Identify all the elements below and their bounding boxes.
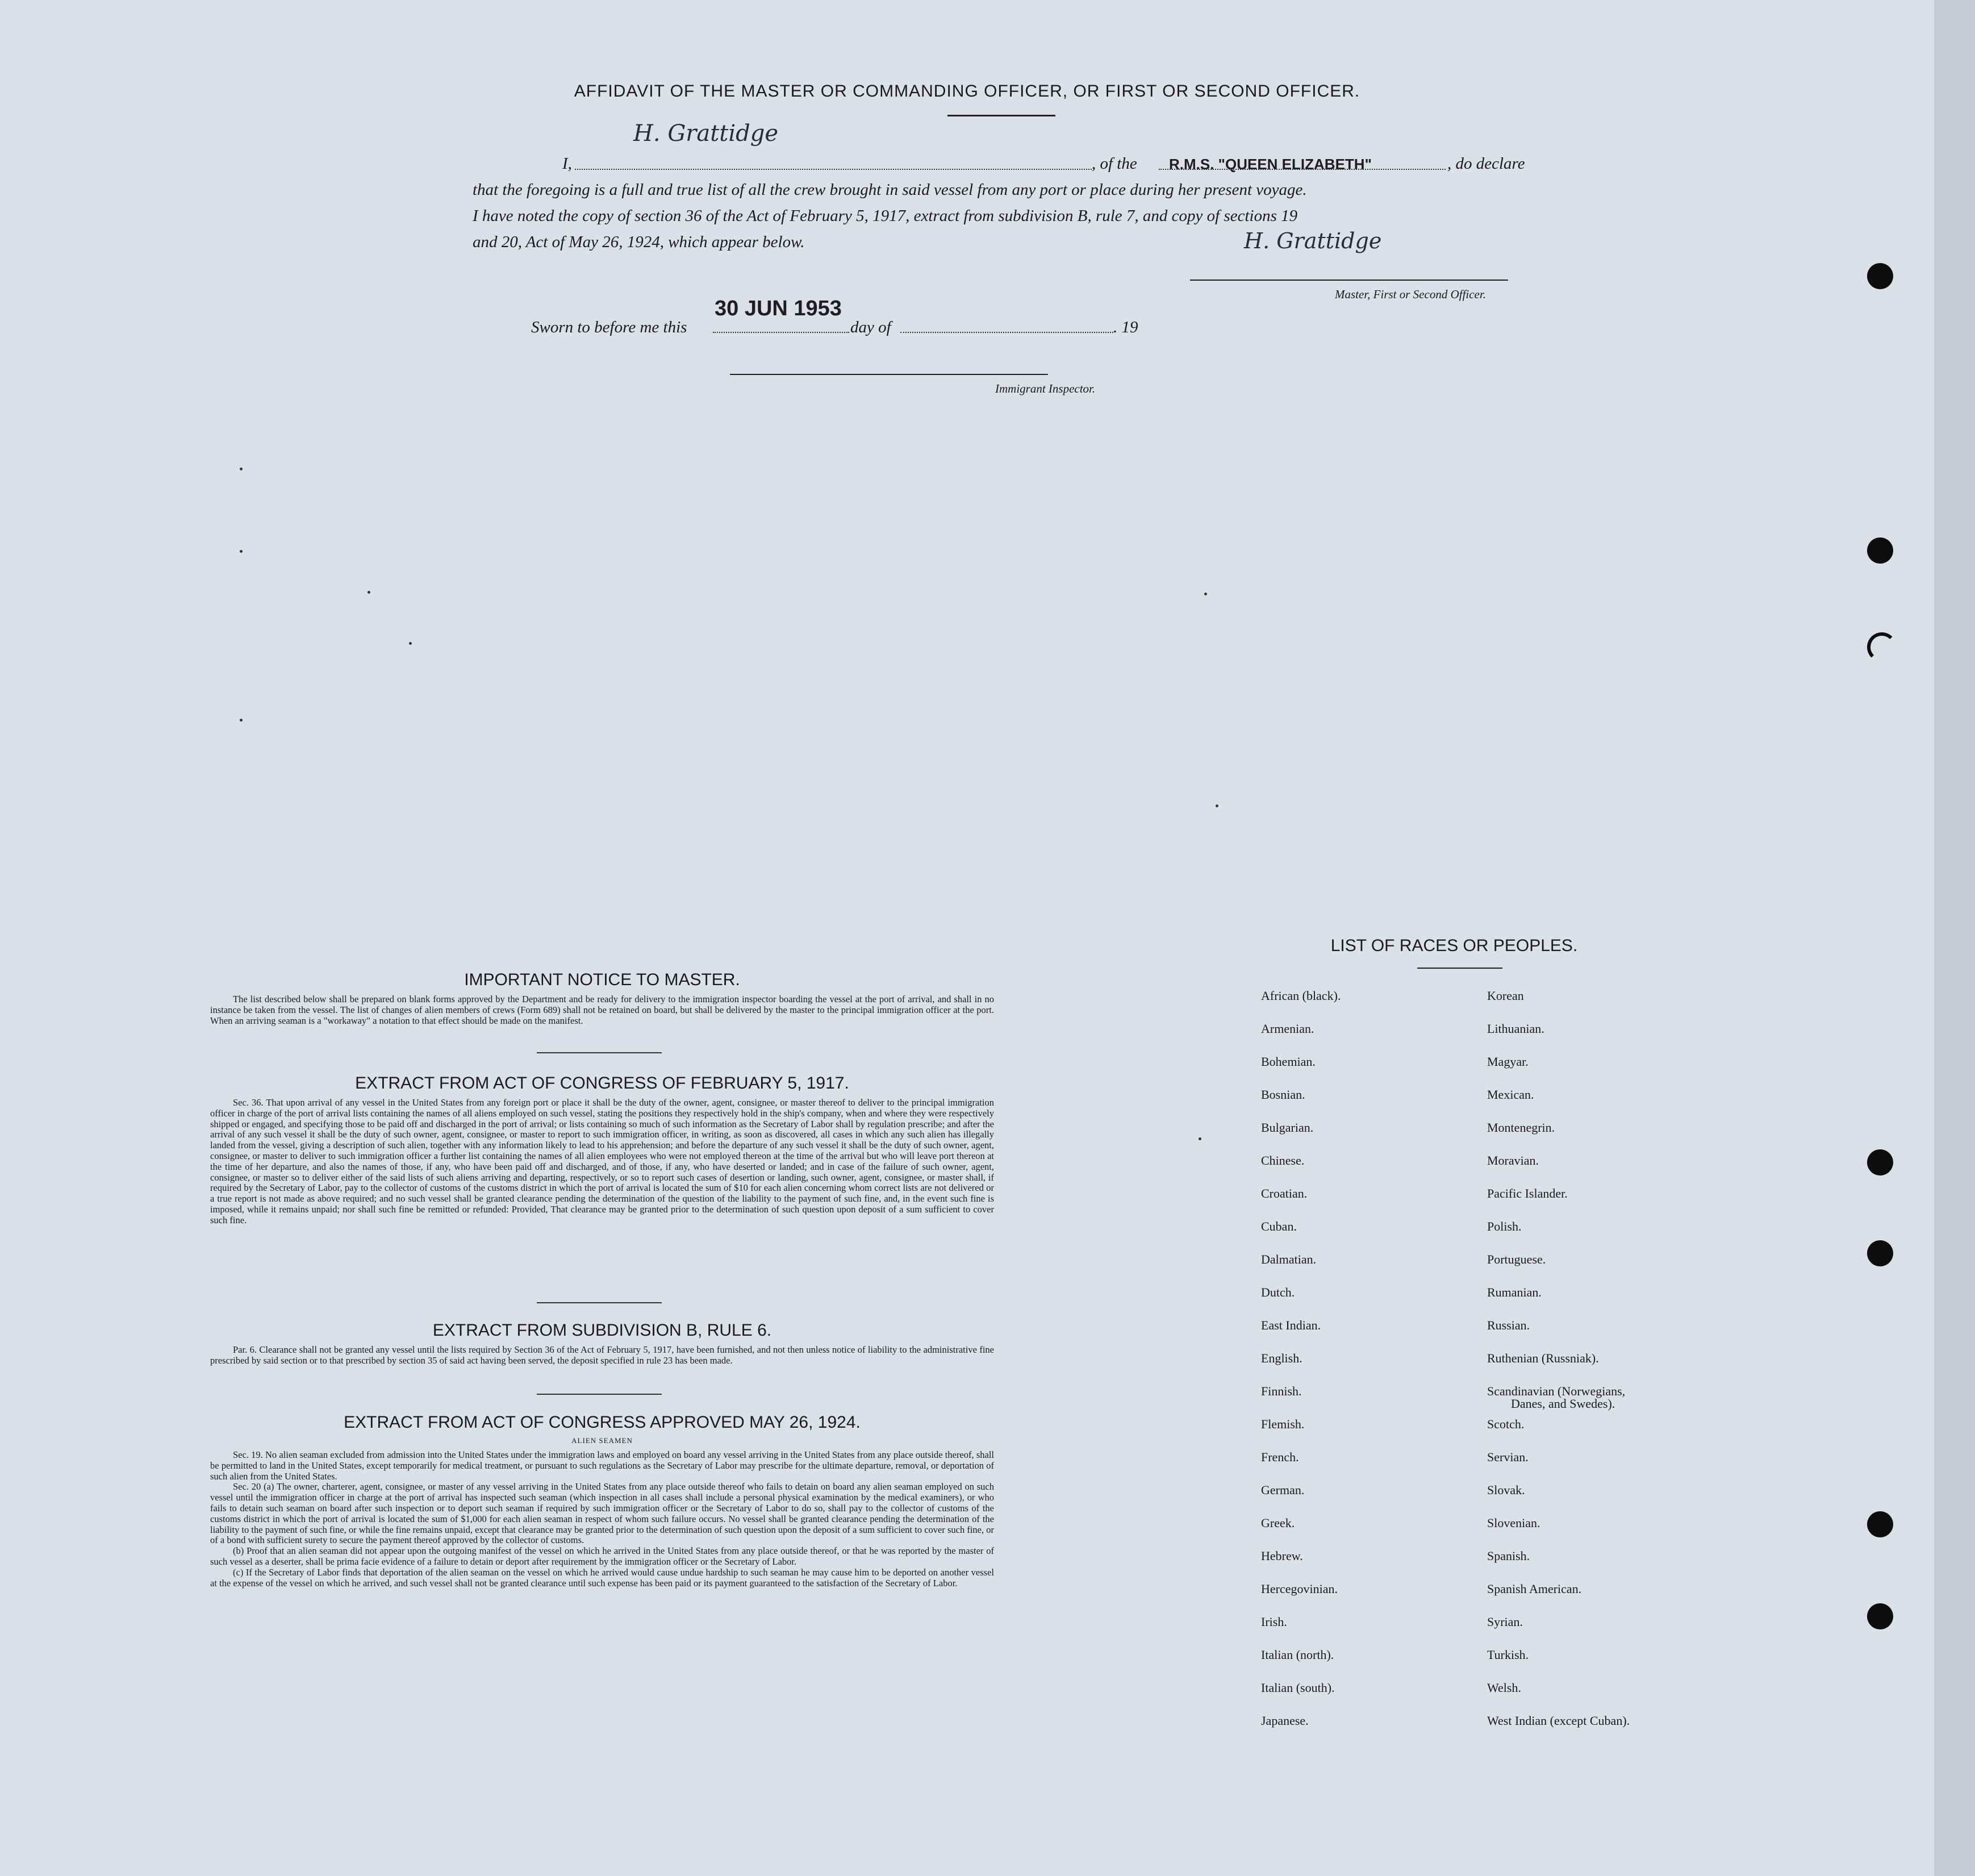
punch-hole [1867, 263, 1893, 289]
section-rule [537, 1394, 662, 1395]
scan-speck [1204, 593, 1207, 595]
race-right-item: Welsh. [1487, 1681, 1521, 1695]
scan-speck [1216, 804, 1218, 807]
race-left-item: Bulgarian. [1261, 1120, 1314, 1135]
race-right-item: Russian. [1487, 1318, 1530, 1332]
punch-hole [1867, 1603, 1893, 1629]
master-caption: Master, First or Second Officer. [1335, 287, 1486, 301]
affidavit-line-3: I have noted the copy of section 36 of the Act of February 5, 1917, extract from subdivision B, rule 7, and copy of sections 19 [473, 207, 1298, 225]
race-right-item: Scandinavian (Norwegians, [1487, 1384, 1626, 1398]
race-left-item: Hebrew. [1261, 1549, 1303, 1563]
race-right-item: Montenegrin. [1487, 1120, 1555, 1135]
race-left-item: African (black). [1261, 989, 1341, 1003]
punch-hole [1867, 632, 1897, 662]
subdivision-b-heading: EXTRACT FROM SUBDIVISION B, RULE 6. [432, 1321, 772, 1340]
race-right-item: Mexican. [1487, 1087, 1534, 1102]
day-of-text: day of [850, 318, 891, 336]
scan-speck [368, 591, 370, 594]
scan-speck [240, 719, 243, 722]
race-right-item: Polish. [1487, 1219, 1522, 1233]
race-right-item: Pacific Islander. [1487, 1186, 1568, 1200]
race-left-item: Finnish. [1261, 1384, 1302, 1398]
race-right-item: Slovenian. [1487, 1516, 1540, 1530]
extract-1924-heading: EXTRACT FROM ACT OF CONGRESS APPROVED MAY 26, 1924. [344, 1413, 861, 1432]
race-left-item: Chinese. [1261, 1153, 1305, 1168]
inspector-signature-line [730, 374, 1048, 375]
race-right-item: Portuguese. [1487, 1252, 1546, 1266]
affidavit-line-4: and 20, Act of May 26, 1924, which appear below. [473, 233, 805, 251]
extract-1924-body [210, 1450, 994, 1589]
race-right-item: Korean [1487, 989, 1524, 1003]
race-left-item: Italian (north). [1261, 1648, 1334, 1662]
race-right-item: Turkish. [1487, 1648, 1529, 1662]
race-right-item: Danes, and Swedes). [1511, 1396, 1615, 1411]
scan-edge [1934, 0, 1975, 1876]
race-left-item: Italian (south). [1261, 1681, 1335, 1695]
scan-speck [240, 550, 243, 553]
race-right-item: Rumanian. [1487, 1285, 1542, 1299]
race-left-item: Dalmatian. [1261, 1252, 1317, 1266]
month-field-line [900, 332, 1113, 333]
notice-paragraph: The list described below shall be prepared on blank forms approved by the Department and be ready for delivery to the immigration inspector boarding the vessel at the port of arrival, and shall in no instance be taken from the vessel. The list of changes of alien members of crews (Form 689) shall not be retained on board, but shall be delivered by the master to the principal immigration officer at the port. When an arriving seaman is a "workaway" a notation to that effect should be made on the manifest. [210, 994, 994, 1026]
race-left-item: Hercegovinian. [1261, 1582, 1338, 1596]
section-rule [537, 1052, 662, 1053]
race-right-item: Magyar. [1487, 1054, 1529, 1069]
year-suffix: . 19 [1113, 318, 1138, 336]
race-right-item: Syrian. [1487, 1615, 1523, 1629]
race-left-item: Armenian. [1261, 1022, 1314, 1036]
extract-1917-heading: EXTRACT FROM ACT OF CONGRESS OF FEBRUARY 5, 1917. [355, 1074, 849, 1093]
punch-hole [1867, 1149, 1893, 1175]
race-left-item: East Indian. [1261, 1318, 1321, 1332]
race-left-item: Irish. [1261, 1615, 1287, 1629]
races-rule [1417, 968, 1502, 969]
name-field-line [575, 169, 1092, 170]
vessel-field-line [1159, 169, 1446, 170]
scan-speck [409, 642, 412, 645]
day-field-line [713, 332, 849, 333]
signature-master: H. Grattidge [1244, 228, 1382, 253]
race-right-item: Slovak. [1487, 1483, 1525, 1497]
vessel-name: R.M.S. "QUEEN ELIZABETH" [1169, 156, 1372, 173]
punch-hole [1867, 537, 1893, 564]
race-left-item: Japanese. [1261, 1714, 1309, 1728]
scan-speck [240, 468, 243, 470]
affidavit-declare: , do declare [1447, 155, 1525, 173]
affidavit-title: AFFIDAVIT OF THE MASTER OR COMMANDING OFFICER, OR FIRST OR SECOND OFFICER. [574, 82, 1360, 101]
punch-hole [1867, 1511, 1893, 1537]
race-left-item: German. [1261, 1483, 1305, 1497]
affidavit-i: I, [562, 155, 572, 173]
sworn-text: Sworn to before me this [531, 318, 687, 336]
races-heading: LIST OF RACES OR PEOPLES. [1330, 936, 1578, 955]
race-left-item: Croatian. [1261, 1186, 1308, 1200]
race-right-item: Spanish American. [1487, 1582, 1582, 1596]
date-stamp: 30 JUN 1953 [715, 297, 842, 320]
race-left-item: French. [1261, 1450, 1299, 1464]
title-rule [947, 115, 1055, 116]
race-left-item: Flemish. [1261, 1417, 1305, 1431]
subdivision-b-body [210, 1345, 994, 1366]
notice-heading: IMPORTANT NOTICE TO MASTER. [464, 970, 740, 989]
race-left-item: Cuban. [1261, 1219, 1297, 1233]
race-right-item: Ruthenian (Russniak). [1487, 1351, 1599, 1365]
race-left-item: Dutch. [1261, 1285, 1295, 1299]
race-right-item: Servian. [1487, 1450, 1529, 1464]
race-right-item: Spanish. [1487, 1549, 1530, 1563]
race-right-item: Scotch. [1487, 1417, 1525, 1431]
race-right-item: West Indian (except Cuban). [1487, 1714, 1630, 1728]
notice-body [210, 994, 994, 1026]
race-left-item: Bohemian. [1261, 1054, 1316, 1069]
sec-19-paragraph: Sec. 19. No alien seaman excluded from admission into the United States under the immigration laws and employed on board any vessel arriving in the United States from any place outside thereof, shall be permitted to land in the United States, except temporarily for medical treatment, or pursuant to such regulations as the Secretary of Labor may prescribe for the ultimate departure, removal, or deportation of such alien from the United States. [210, 1449, 994, 1482]
master-signature-line [1190, 280, 1508, 281]
affidavit-line-2: that the foregoing is a full and true list of all the crew brought in said vessel from any port or place during her present voyage. [473, 181, 1307, 199]
signature-name: H. Grattidge [633, 120, 779, 147]
race-left-item: English. [1261, 1351, 1302, 1365]
sec-20b-paragraph: (b) Proof that an alien seaman did not appear upon the outgoing manifest of the vessel on which he arrived in the United States from any place outside thereof, or that he was reported by the master of such vessel as a deserter, shall be prima facie evidence of a failure to detain or deport after requirement by the immigration officer or the Secretary of Labor. [210, 1545, 994, 1567]
scan-speck [1199, 1137, 1201, 1140]
race-left-item: Bosnian. [1261, 1087, 1305, 1102]
sec-36-paragraph: Sec. 36. That upon arrival of any vessel in the United States from any foreign port or place it shall be the duty of the owner, agent, consignee, or master thereof to deliver to the principal immigration officer in charge of the port of arrival lists containing the names of all aliens employed on such vessel, stating the positions they respectively hold in the ship's company, when and where they were respectively shipped or engaged, and specifying those to be paid off and discharged in the port of arrival; or lists containing so much of such information as the Secretary of Labor shall by regulation prescribe; and after the arrival of any such vessel it shall be the duty of such owner, agent, consignee, or master to report to such immigration officer, in writing, as soon as discovered, all cases in which any such alien has illegally landed from the vessel, giving a description of such alien, together with any information likely to lead to his apprehension; and before the departure of any such vessel it shall be the duty of such owner, agent, consignee, or master to deliver to such immigration officer a further list containing the names of all alien employees who were not employed thereon at the time of the arrival but who will leave port thereon at the time of her departure, and also the names of those, if any, who have been paid off and discharged, and of those, if any, who have deserted or landed; and in case of the failure of such owner, agent, consignee, or master so to deliver either of the said lists of such aliens arriving and departing, respectively, or so to report such cases of desertion or landing, such owner, agent, consignee, or master shall, if required by the Secretary of Labor, pay to the collector of customs of the customs district in which the port of arrival is located the sum of $10 for each alien concerning whom correct lists are not delivered or a true report is not made as above required; and no such vessel shall be granted clearance pending the determination of the question of the liability to the payment of such fine, and, in the event such fine is imposed, while it remains unpaid; nor shall such fine be remitted or refunded: Provided, That clearance may be granted prior to the determination of such question upon deposit of a sum sufficient to cover such fine. [210, 1097, 994, 1225]
sec-20c-paragraph: (c) If the Secretary of Labor finds that deportation of the alien seaman on the vessel on which he arrived would cause undue hardship to such seaman he may cause him to be deported on another vessel at the expense of the vessel on which he arrived, and such vessel shall not be granted clearance until such expense has been paid or its payment guaranteed to the satisfaction of the Secretary of Labor. [210, 1566, 994, 1589]
punch-hole [1867, 1240, 1893, 1266]
race-right-item: Moravian. [1487, 1153, 1539, 1168]
par-6-paragraph: Par. 6. Clearance shall not be granted any vessel until the lists required by Section 36 of the Act of February 5, 1917, have been furnished, and not then unless notice of liability to the administrative fine prescribed by said section or to that prescribed by section 35 of said act having been served, the deposit specified in rule 23 has been made. [210, 1344, 994, 1366]
extract-1917-body [210, 1098, 994, 1226]
race-left-item: Greek. [1261, 1516, 1295, 1530]
alien-seamen-subheading: ALIEN SEAMEN [571, 1436, 633, 1445]
race-right-item: Lithuanian. [1487, 1022, 1544, 1036]
inspector-caption: Immigrant Inspector. [995, 382, 1096, 395]
sec-20a-paragraph: Sec. 20 (a) The owner, charterer, agent, consignee, or master of any vessel arriving in the United States from any place outside thereof who fails to detain on board any alien seaman employed on such vessel until the immigration officer in charge at the port of arrival has inspected such seaman (which inspection in all cases shall include a personal physical examination by the medical examiners), or who fails to detain such seaman on board after such inspection or to deport such seaman if required by such immigration officer or the Secretary of Labor to do so, shall pay to the collector of customs of the customs district in which the port of arrival is located the sum of $1,000 for each alien seaman in respect of whom such failure occurs. No vessel shall be granted clearance pending the determination of the liability to the payment of such fine, or while the fine remains unpaid, except that clearance may be granted prior to the determination of such question upon the deposit of a sum sufficient to cover such fine, or of a bond with sufficient surety to secure the payment thereof approved by the collector of customs. [210, 1481, 994, 1546]
affidavit-of-the: , of the [1092, 155, 1137, 173]
section-rule [537, 1302, 662, 1303]
